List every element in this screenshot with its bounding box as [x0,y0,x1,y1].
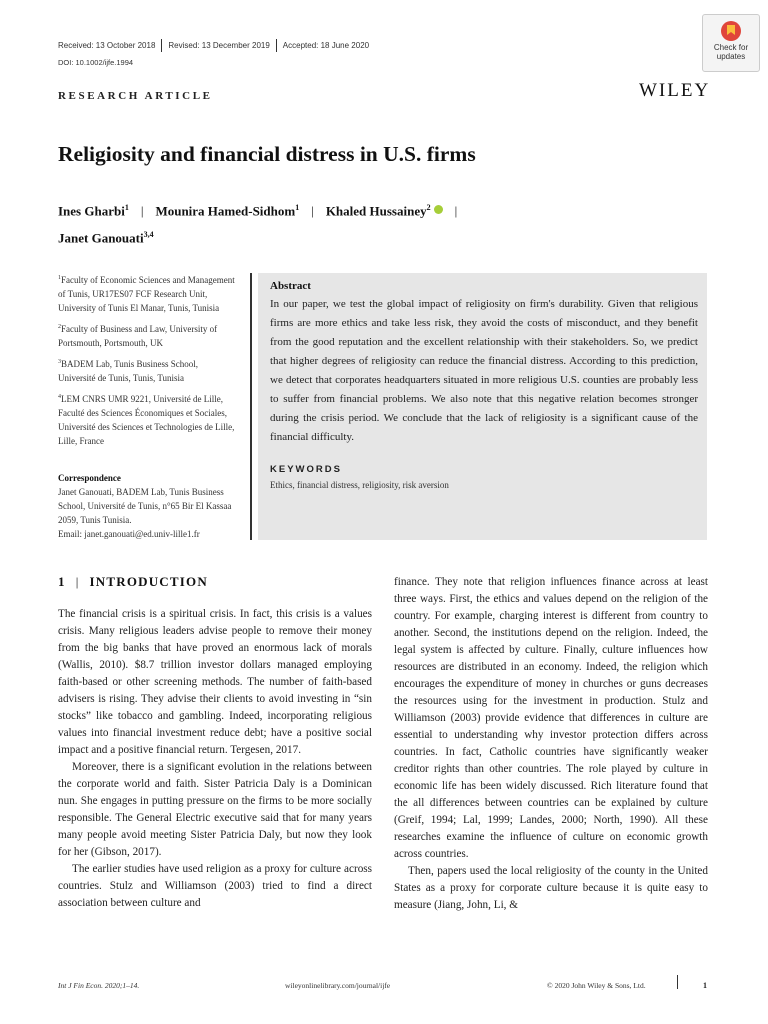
author-name[interactable]: Ines Gharbi [58,203,125,219]
affil-text: LEM CNRS UMR 9221, Université de Lille, Faculté des Sciences Économiques et Sociales, Université des Sciences et Technologies de Lille, Lille, France [58,394,235,446]
publisher-logo: WILEY [639,80,711,101]
paragraph: finance. They note that religion influences finance across at least three ways. First, the ethics and values depend on the religion of the country. For example, charging interest is different from country to another. Second, the institutions depend on the religion. Indeed, the legal system is affected by culture. Finally, culture influences how resources are distributed in an economy. Indeed, the religion which encourages the expenditure of money in churches or guns decreases the resources using for the investment in production. Stulz and Williamson (2003) provide evidence that differences in culture are essential to understanding why investor protection differs across countries. In fact, Catholic countries have significantly weaker creditor rights than other countries. The role played by culture in economic life has been widely discussed. Rich literature found that the all differences between countries can be explained by culture (Greif, 1994; Lal, 1999; Landes, 2000; North, 1990). All these researches examine the influence of culture on economic growth across countries. [394,576,708,860]
affil-sup: 2 [58,324,61,330]
footer-copyright: © 2020 John Wiley & Sons, Ltd. [547,981,646,990]
affiliation [58,320,236,350]
accepted-date: Accepted: 18 June 2020 [282,41,370,50]
affiliation [58,390,236,448]
bookmark-icon [721,21,741,41]
affiliation [58,271,236,315]
revised-date: Revised: 13 December 2019 [162,39,276,52]
affil-text: Faculty of Economic Sciences and Management of Tunis, UR17ES07 FCF Research Unit, University of Tunis El Manar, Tunis, Tunisia [58,275,235,313]
affil-text: Faculty of Business and Law, University of Portsmouth, Portsmouth, UK [58,324,218,348]
author-affil-sup: 1 [124,203,129,212]
abstract-text: In our paper, we test the global impact of religiosity on firm's durability. Given that religious firms are more ethics and take less risk, they avoid the costs of misconduct, and they benefit from the good reputation and the excellent relationship with their stakeholders. So, we predict that higher degrees of religiosity can reduce the financial distress. According to this prediction, we detect that corporates headquarters situated in more religious U.S. counties are probably less to suffer from financial problems. We also note that this negative relation becomes stronger during the crisis period. We conclude that the lack of religiosity is a significant cause of the financial difficulty. [270,298,698,443]
keywords-heading: KEYWORDS [270,464,342,475]
paragraph: Then, papers used the local religiosity of the county in the United States as a proxy for corporate culture because it is quite easy to measure (Jiang, John, Li, & [394,865,708,911]
abstract-box [258,273,707,540]
author-affil-sup: 1 [295,203,300,212]
correspondence [58,471,238,541]
correspondence-email[interactable]: Email: janet.ganouati@ed.univ-lille1.fr [58,529,200,539]
footer-divider [677,975,678,989]
paragraph: Moreover, there is a significant evolution in the relations between the corporate world and faith. Sister Patricia Daly is a Dominican nun. She engages in putting pressure on the firms to be more socially responsible. The General Electric executive said that for many years many people avoid meeting Sister Patricia Daly, but now they look for her (Gibson, 2017). [58,761,372,858]
section-number: 1 [58,574,66,589]
received-date: Received: 13 October 2018 [58,39,162,52]
correspondence-heading: Correspondence [58,473,121,483]
check-for-updates-badge[interactable] [702,14,760,72]
author-separator: | [454,203,458,219]
right-column [394,574,708,914]
author-name[interactable]: Khaled Hussainey [325,203,427,219]
left-column [58,606,372,912]
footer-url[interactable]: wileyonlinelibrary.com/journal/ijfe [285,981,391,990]
author-separator: | [140,203,144,219]
affil-sup: 1 [58,275,61,281]
affiliation [58,355,236,385]
abstract-heading: Abstract [270,280,311,292]
author-name[interactable]: Janet Ganouati [58,230,144,246]
affil-text: BADEM Lab, Tunis Business School, Université de Tunis, Tunis, Tunisia [58,359,199,383]
affil-sup: 4 [58,394,61,400]
paragraph: The financial crisis is a spiritual crisis. In fact, this crisis is a values crisis. Many religious leaders advise people to remove their money from the big banks that have proved an enormous lack of morals (Wallis, 2010). $8.7 trillion investor dollars managed employing faith-based or other screening methods. The number of faith-based advisers is rising. They advise their clients to avoid investing in “sin stocks” like tobacco and gambling. Indeed, incorporating religious values into financial investment reduce debt; have a positive social impact and a positive financial return. Tergesen, 2017. [58,608,372,756]
article-type: RESEARCH ARTICLE [58,90,213,102]
badge-line-1: Check for [713,43,749,52]
keywords: Ethics, financial distress, religiosity, risk aversion [270,480,449,490]
article-dates [58,39,375,52]
author-list [58,196,618,251]
affiliations [58,271,236,453]
orcid-icon[interactable] [434,205,443,214]
section-title: INTRODUCTION [89,574,208,589]
badge-line-2: updates [716,51,746,61]
affil-sup: 3 [58,359,61,365]
author-affil-sup: 3,4 [143,230,154,240]
correspondence-text: Janet Ganouati, BADEM Lab, Tunis Business School, Université de Tunis, n°65 Bir El Kassaa 2059, Tunis Tunisia. [58,487,232,525]
section-heading [58,574,208,590]
paragraph: The earlier studies have used religion as a proxy for culture across countries. Stulz and Williamson (2003) tried to find a direct association between culture and [58,863,372,909]
footer-journal: Int J Fin Econ. 2020;1–14. [58,981,140,990]
section-separator: | [75,574,80,589]
author-name[interactable]: Mounira Hamed-Sidhom [155,203,296,219]
doi[interactable]: DOI: 10.1002/ijfe.1994 [58,58,134,67]
abstract-divider [250,273,252,540]
author-affil-sup: 2 [426,203,431,212]
author-separator: | [311,203,314,219]
article-title: Religiosity and financial distress in U.S. firms [58,142,476,166]
page-number: 1 [703,981,707,990]
